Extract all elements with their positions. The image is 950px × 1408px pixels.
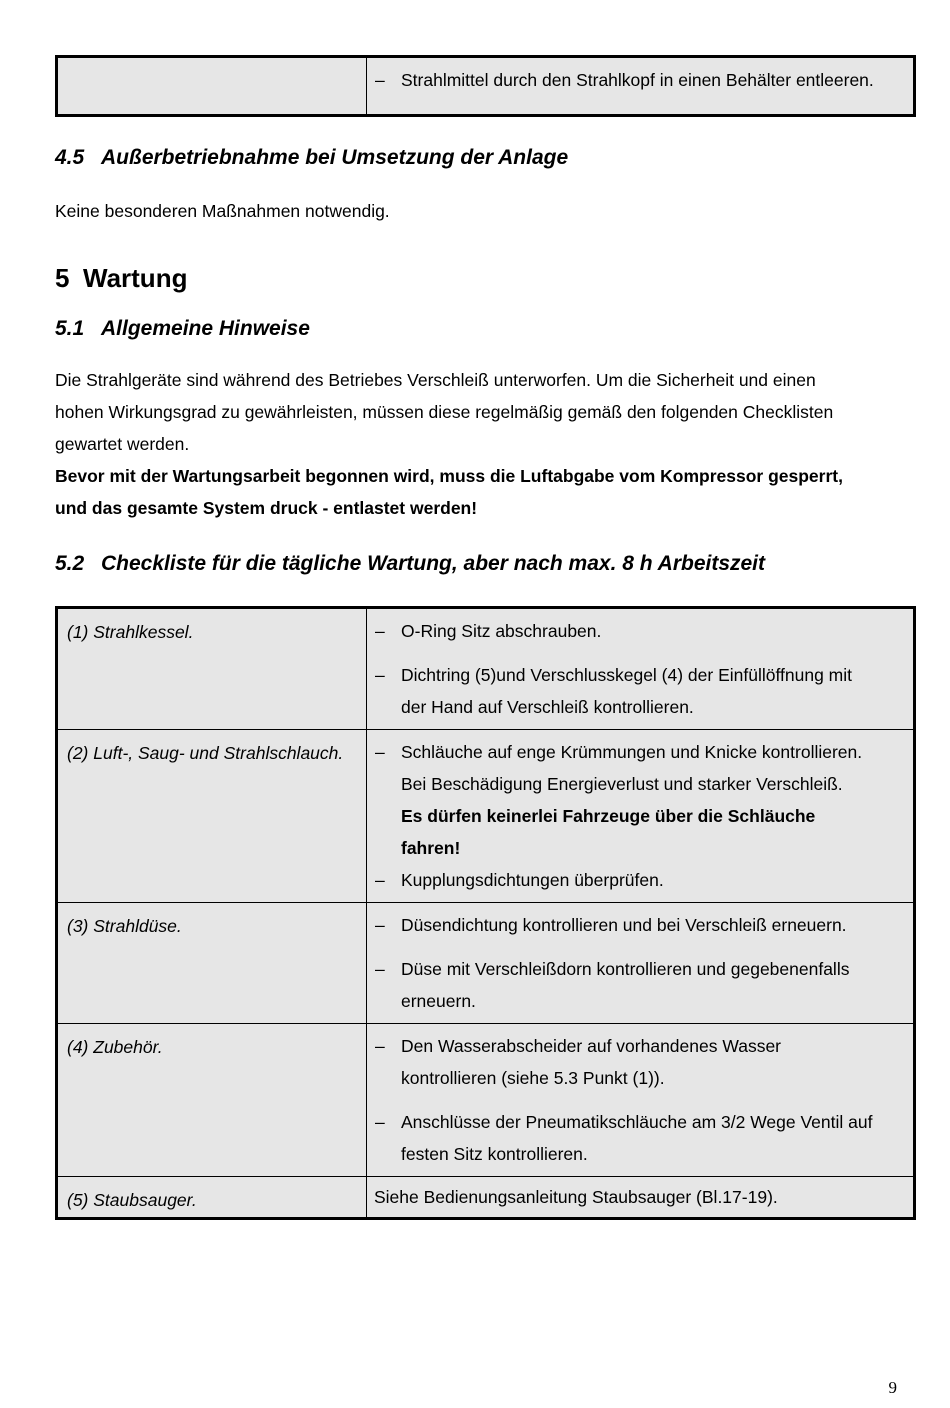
dash-bullet-icon: – [375, 1036, 385, 1056]
general-notes-paragraph [55, 364, 915, 524]
paragraph-line: hohen Wirkungsgrad zu gewährleisten, müssen diese regelmäßig gemäß den folgenden Checklisten [55, 402, 834, 422]
item-text [401, 909, 905, 941]
list-item [373, 615, 905, 647]
checklist-item-label: (2) Luft-, Saug- und Strahlschlauch. [57, 730, 367, 903]
dash-bullet-icon: – [375, 870, 385, 890]
list-item [373, 1106, 905, 1170]
item-text [401, 615, 905, 647]
item-line: Düse mit Verschleißdorn kontrollieren und gegebenenfalls [401, 959, 850, 979]
item-text: Kupplungsdichtungen überprüfen. [401, 870, 664, 890]
item-line: der Hand auf Verschleiß kontrollieren. [401, 697, 694, 717]
dash-bullet-icon: – [375, 1112, 385, 1132]
checklist-item-label: (3) Strahldüse. [57, 903, 367, 1024]
dash-bullet-icon: – [375, 621, 385, 641]
item-line: O-Ring Sitz abschrauben. [401, 621, 602, 641]
checklist-actions [367, 903, 915, 1024]
section-title: Außerbetriebnahme bei Umsetzung der Anlage [101, 146, 569, 169]
table-row [57, 608, 915, 730]
chapter-number: 5 [55, 263, 70, 293]
checklist-actions [367, 608, 915, 730]
checklist-item-label: (4) Zubehör. [57, 1024, 367, 1177]
item-line: erneuern. [401, 991, 476, 1011]
section-title: Checkliste für die tägliche Wartung, aber nach max. 8 h Arbeitszeit [101, 552, 766, 575]
list-item [373, 1030, 905, 1094]
dash-bullet-icon: – [375, 959, 385, 979]
item-line: festen Sitz kontrollieren. [401, 1144, 588, 1164]
item-text [401, 1106, 905, 1170]
item-line: Dichtring (5)und Verschlusskegel (4) der Einfüllöffnung mit [401, 665, 853, 685]
dash-bullet-icon: – [375, 70, 385, 90]
dash-bullet-icon: – [375, 742, 385, 762]
checklist-actions [367, 1024, 915, 1177]
section-heading-5-2 [55, 552, 765, 576]
checklist-actions [367, 730, 915, 903]
item-text: Strahlmittel durch den Strahlkopf in einen Behälter entleeren. [401, 70, 874, 90]
warning-line: Bevor mit der Wartungsarbeit begonnen wird, muss die Luftabgabe vom Kompressor gesperrt, [55, 466, 843, 486]
warning-line: Es dürfen keinerlei Fahrzeuge über die Schläuche [401, 806, 816, 826]
table-row [57, 730, 915, 903]
table-row [57, 1024, 915, 1177]
table-row [57, 903, 915, 1024]
list-item [373, 659, 905, 723]
item-line: Bei Beschädigung Energieverlust und starker Verschleiß. [401, 774, 843, 794]
table-row [57, 1177, 915, 1219]
chapter-title: Wartung [83, 263, 188, 293]
item-text [401, 659, 905, 723]
checklist-actions-text: Siehe Bedienungsanleitung Staubsauger (Bl.17-19). [367, 1177, 915, 1219]
chapter-heading-5 [55, 263, 187, 294]
item-line: Den Wasserabscheider auf vorhandenes Wasser [401, 1036, 782, 1056]
section-number: 5.2 [55, 552, 85, 575]
section-number: 5.1 [55, 317, 85, 340]
list-item [373, 64, 905, 96]
section-heading-5-1 [55, 317, 310, 341]
section-text: Keine besonderen Maßnahmen notwendig. [55, 201, 390, 221]
list-item [373, 953, 905, 1017]
section-heading-4-5 [55, 146, 568, 170]
item-line: kontrollieren (siehe 5.3 Punkt (1)). [401, 1068, 665, 1088]
item-line: Anschlüsse der Pneumatikschläuche am 3/2 Wege Ventil auf [401, 1112, 873, 1132]
top-table [55, 55, 916, 117]
item-line: Schläuche auf enge Krümmungen und Knicke kontrollieren. [401, 742, 863, 762]
dash-bullet-icon: – [375, 915, 385, 935]
section-title: Allgemeine Hinweise [101, 317, 310, 340]
item-text [401, 736, 905, 864]
paragraph-line: Die Strahlgeräte sind während des Betriebes Verschleiß unterworfen. Um die Sicherheit und einen [55, 370, 816, 390]
table-cell-actions [367, 57, 915, 116]
item-line: Düsendichtung kontrollieren und bei Verschleiß erneuern. [401, 915, 847, 935]
dash-bullet-icon: – [375, 665, 385, 685]
item-text [401, 1030, 905, 1094]
paragraph-line: gewartet werden. [55, 434, 190, 454]
list-item [373, 736, 905, 864]
page-number: 9 [888, 1378, 897, 1397]
warning-line: fahren! [401, 838, 461, 858]
checklist-item-label: (5) Staubsauger. [57, 1177, 367, 1219]
section-number: 4.5 [55, 146, 85, 169]
table-row [57, 57, 915, 116]
warning-line: und das gesamte System druck - entlastet werden! [55, 498, 478, 518]
item-text [401, 953, 905, 1017]
list-item [373, 864, 905, 896]
checklist-item-label: (1) Strahlkessel. [57, 608, 367, 730]
table-cell-empty [57, 57, 367, 116]
checklist-table [55, 606, 916, 1220]
list-item [373, 909, 905, 941]
